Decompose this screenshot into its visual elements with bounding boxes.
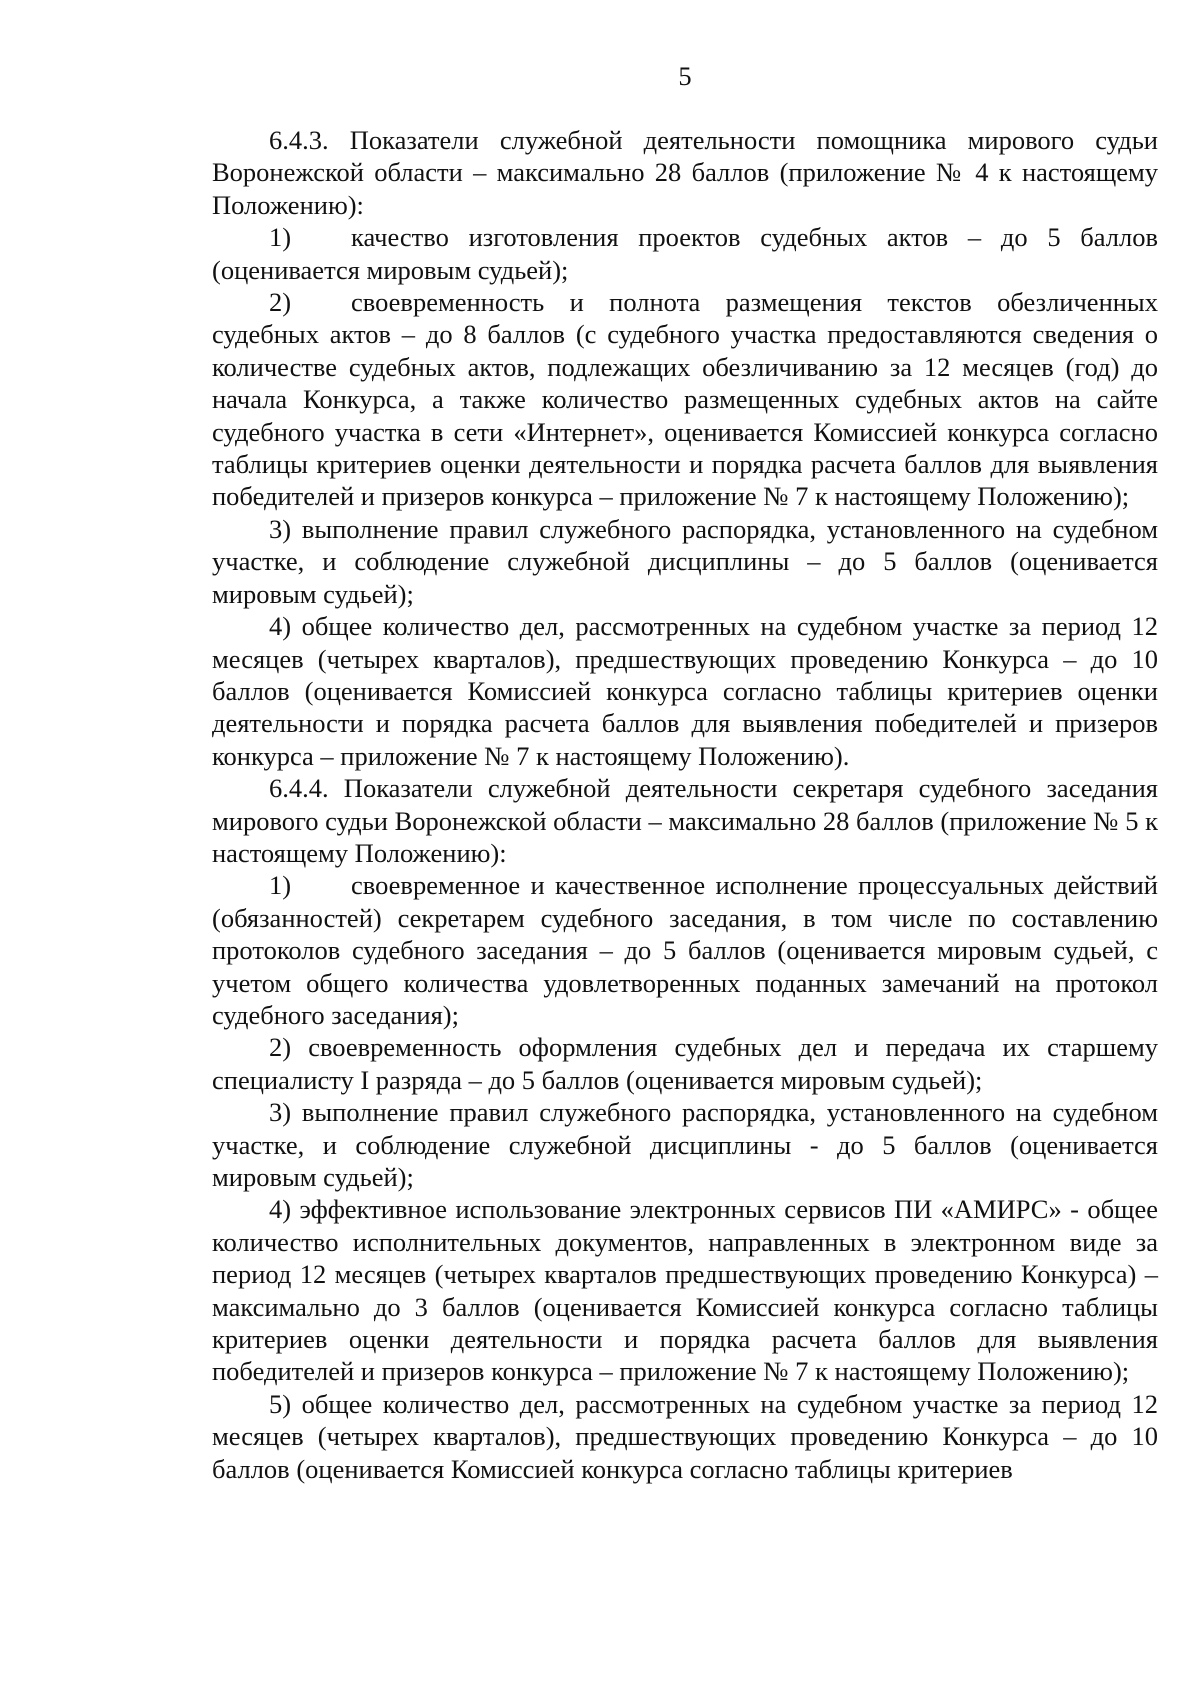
document-page	[212, 60, 1158, 1485]
item-number: 3)	[269, 513, 292, 544]
item-number: 2)	[269, 287, 292, 318]
section-6-4-4-item-4	[212, 1193, 1158, 1387]
section-6-4-3-heading: 6.4.3. Показатели служебной деятельности помощника мирового судьи Воронежской области – максимально 28 баллов (приложение № 4 к настоящему Положению):	[212, 125, 1158, 220]
item-text: выполнение правил служебного распорядка, установленного на судебном участке, и соблюдение служебной дисциплины - до 5 баллов (оценивается мировым судьей);	[212, 1097, 1159, 1192]
section-6-4-3-item-2	[212, 286, 1158, 513]
section-6-4-4-item-1	[212, 869, 1158, 1031]
item-number: 1)	[269, 870, 292, 901]
item-number: 4)	[269, 611, 292, 642]
item-text: выполнение правил служебного распорядка, установленного на судебном участке, и соблюдение служебной дисциплины – до 5 баллов (оценивается мировым судьей);	[212, 513, 1159, 609]
section-6-4-4-item-2	[212, 1031, 1158, 1096]
item-number: 5)	[269, 1388, 292, 1419]
section-6-4-3-item-4	[212, 610, 1158, 772]
section-6-4-4-item-5	[212, 1388, 1158, 1485]
section-6-4-4-heading: 6.4.4. Показатели служебной деятельности секретаря судебного заседания мирового судьи Воронежской области – максимально 28 баллов (приложение № 5 к настоящему Положению):	[212, 773, 1158, 868]
page-number: 5	[678, 61, 692, 91]
item-number: 1)	[269, 222, 292, 253]
section-6-4-4-item-3	[212, 1096, 1158, 1193]
item-number: 3)	[269, 1097, 292, 1128]
item-text: своевременное и качественное исполнение процессуальных действий (обязанностей) секретарем судебного заседания, в том числе по составлению протоколов судебного заседания – до 5 баллов (оценивается мировым судьей, с учетом общего количества удовлетворенных поданных замечаний на протокол судебного заседания);	[212, 870, 1158, 1030]
section-6-4-3-item-1	[212, 221, 1158, 286]
section-6-4-3-item-3	[212, 513, 1158, 610]
item-number: 2)	[269, 1032, 292, 1063]
item-text: общее количество дел, рассмотренных на судебном участке за период 12 месяцев (четырех кварталов), предшествующих проведению Конкурса – до 10 баллов (оценивается Комиссией конкурса согласно таблицы критериев	[212, 1388, 1159, 1484]
item-text: эффективное использование электронных сервисов ПИ «АМИРС» - общее количество исполнительных документов, направленных в электронном виде за период 12 месяцев (четырех кварталов предшествующих проведению Конкурса) – максимально до 3 баллов (оценивается Комиссией конкурса согласно таблицы критериев оценки деятельности и порядка расчета баллов для выявления победителей и призеров конкурса – приложение № 7 к настоящему Положению);	[212, 1194, 1158, 1387]
item-text: качество изготовления проектов судебных актов – до 5 баллов (оценивается мировым судьей);	[212, 222, 1158, 285]
item-number: 4)	[269, 1194, 292, 1225]
item-text: своевременность оформления судебных дел и передача их старшему специалисту I разряда – до 5 баллов (оценивается мировым судьей);	[212, 1032, 1158, 1095]
item-text: своевременность и полнота размещения текстов обезличенных судебных актов – до 8 баллов (с судебного участка предоставляются сведения о количестве судебных актов, подлежащих обезличиванию за 12 месяцев (год) до начала Конкурса, а также количество размещенных судебных актов на сайте судебного участка в сети «Интернет», оценивается Комиссией конкурса согласно таблицы критериев оценки деятельности и порядка расчета баллов для выявления победителей и призеров конкурса – приложение № 7 к настоящему Положению);	[212, 287, 1158, 512]
item-text: общее количество дел, рассмотренных на судебном участке за период 12 месяцев (четырех кварталов), предшествующих проведению Конкурса – до 10 баллов (оценивается Комиссией конкурса согласно таблицы критериев оценки деятельности и порядка расчета баллов для выявления победителей и призеров конкурса – приложение № 7 к настоящему Положению).	[212, 611, 1159, 771]
